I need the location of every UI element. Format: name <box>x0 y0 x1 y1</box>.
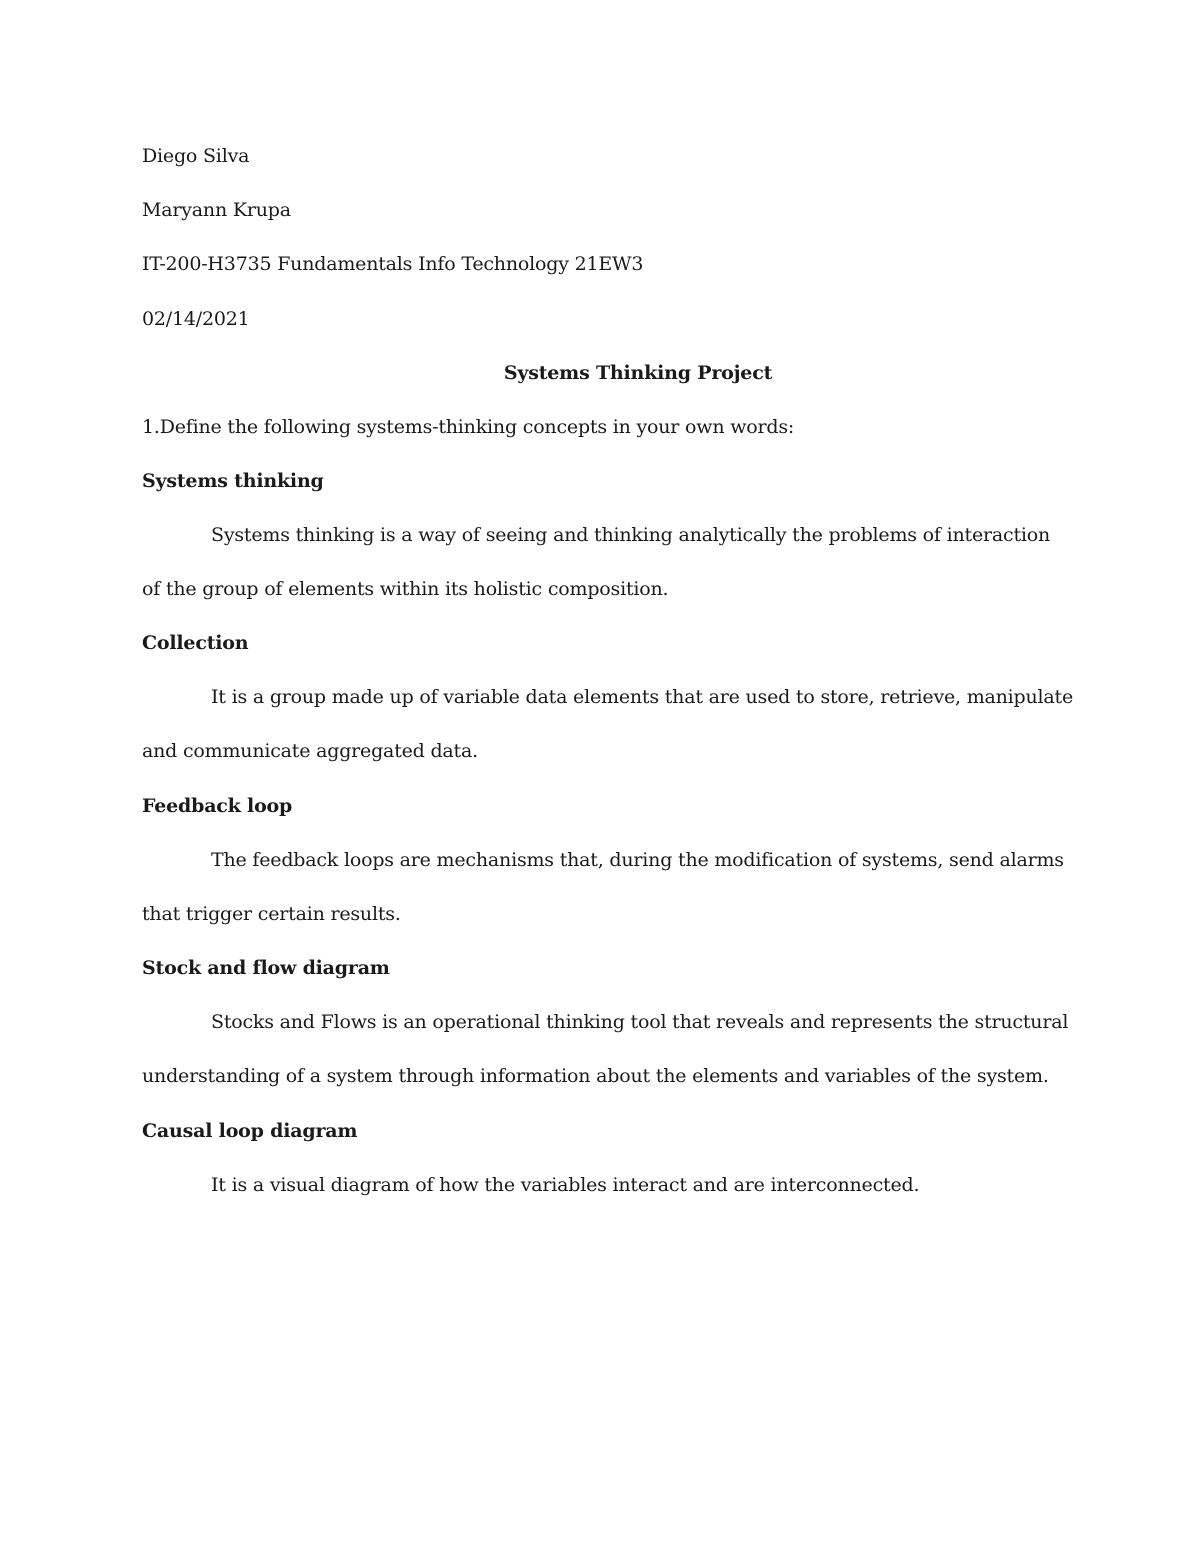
section-heading-feedback-loop: Feedback loop <box>142 795 293 817</box>
student-name: Diego Silva <box>142 145 250 167</box>
section-heading-causal-loop: Causal loop diagram <box>142 1120 358 1142</box>
section-heading-systems-thinking: Systems thinking <box>142 470 324 492</box>
section-heading-collection: Collection <box>142 632 249 654</box>
section-text-line: of the group of elements within its holistic composition. <box>142 578 669 600</box>
course-name: IT-200-H3735 Fundamentals Info Technology 21EW3 <box>142 253 644 275</box>
section-text-line: It is a group made up of variable data elements that are used to store, retrieve, manipulate <box>211 686 1074 708</box>
instructor-name: Maryann Krupa <box>142 199 291 221</box>
section-heading-stock-and-flow: Stock and flow diagram <box>142 957 390 979</box>
section-text-line: It is a visual diagram of how the variables interact and are interconnected. <box>211 1174 920 1196</box>
section-text-line: understanding of a system through information about the elements and variables of the system. <box>142 1065 1049 1087</box>
section-text-line: Systems thinking is a way of seeing and thinking analytically the problems of interaction <box>211 524 1051 546</box>
section-text-line: The feedback loops are mechanisms that, during the modification of systems, send alarms <box>211 849 1064 871</box>
submission-date: 02/14/2021 <box>142 308 250 330</box>
question-prompt: 1.Define the following systems-thinking concepts in your own words: <box>142 416 795 438</box>
document-title: Systems Thinking Project <box>503 362 773 384</box>
section-text-line: Stocks and Flows is an operational thinking tool that reveals and represents the structural <box>211 1011 1069 1033</box>
section-text-line: that trigger certain results. <box>142 903 401 925</box>
section-text-line: and communicate aggregated data. <box>142 740 478 762</box>
